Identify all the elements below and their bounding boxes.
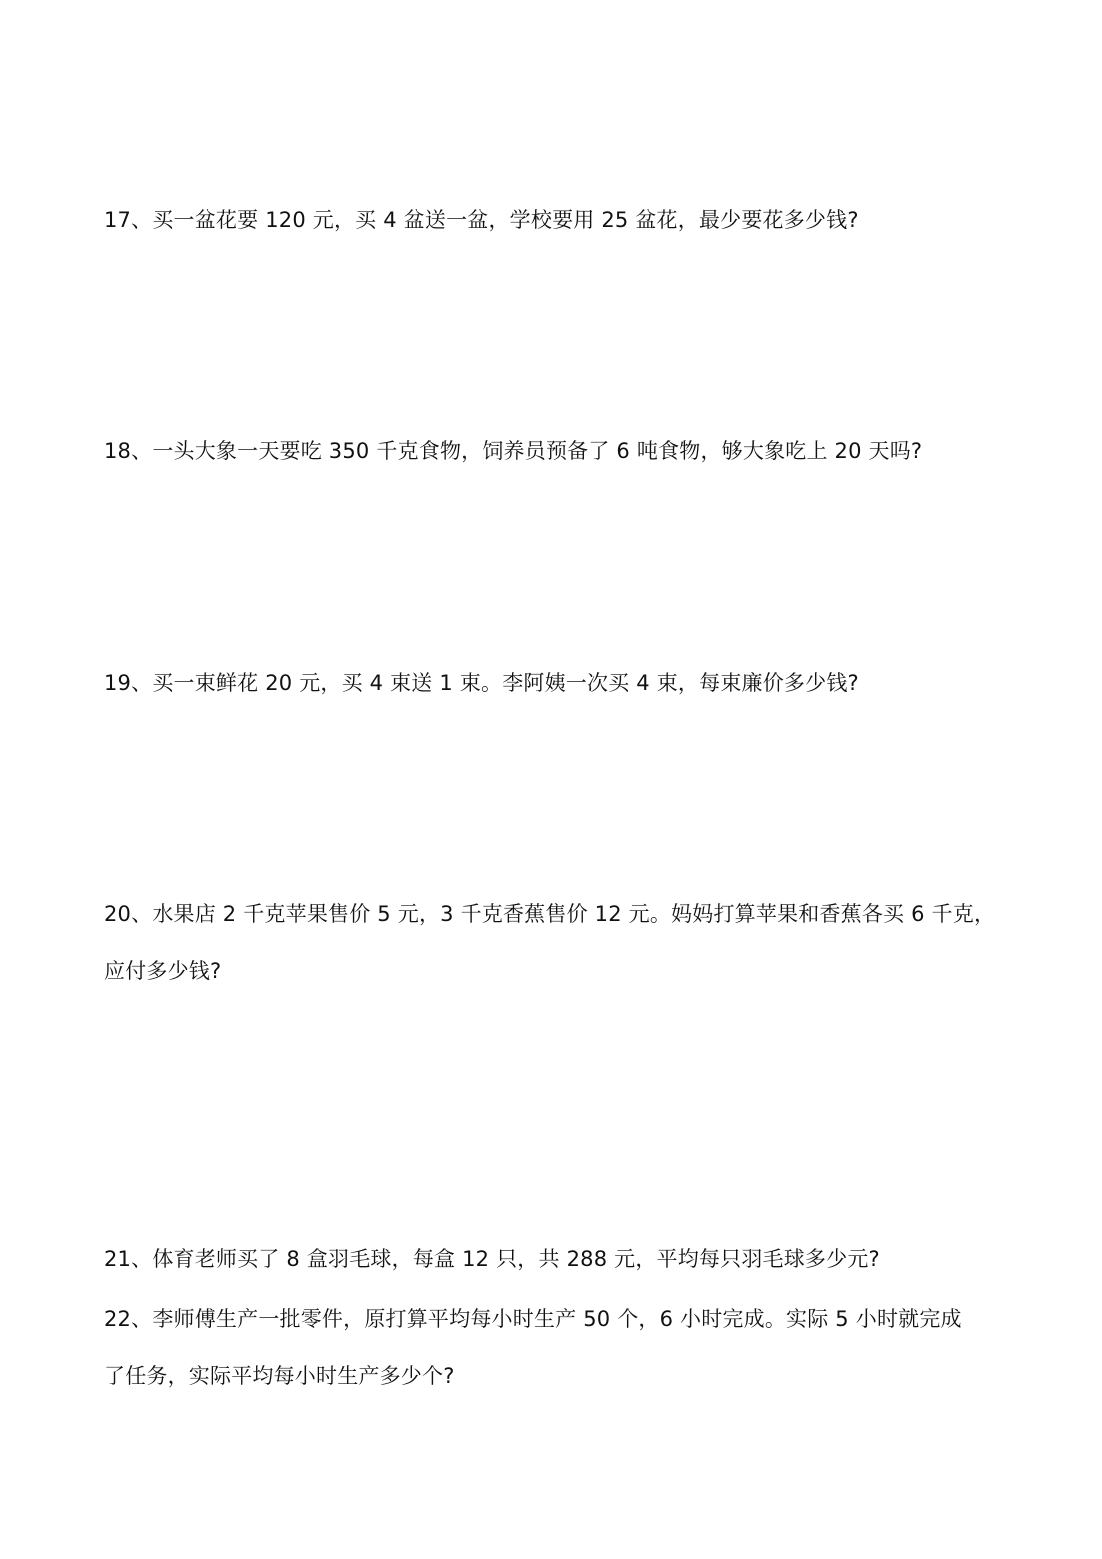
problem-text-line: 了任务，实际平均每小时生产多少个? [104, 1364, 455, 1388]
problem-text-line: 应付多少钱? [104, 959, 222, 983]
problem-20 [104, 886, 1004, 1000]
problem-22 [104, 1291, 1004, 1405]
problem-text-line: 22、李师傅生产一批零件，原打算平均每小时生产 50 个，6 小时完成。实际 5 小时就完成 [104, 1307, 962, 1331]
problem-text-line: 18、一头大象一天要吃 350 千克食物，饲养员预备了 6 吨食物，够大象吃上 20 天吗? [104, 439, 923, 463]
problem-17 [104, 192, 1004, 249]
problem-text-line: 21、体育老师买了 8 盒羽毛球，每盒 12 只，共 288 元，平均每只羽毛球多少元? [104, 1247, 880, 1271]
problem-text-line: 19、买一束鲜花 20 元，买 4 束送 1 束。李阿姨一次买 4 束，每束廉价多少钱? [104, 671, 859, 695]
problem-18 [104, 423, 1004, 480]
problem-text-line: 17、买一盆花要 120 元，买 4 盆送一盆，学校要用 25 盆花，最少要花多少钱? [104, 208, 859, 232]
problem-21 [104, 1231, 1004, 1288]
problem-text-line: 20、水果店 2 千克苹果售价 5 元，3 千克香蕉售价 12 元。妈妈打算苹果和香蕉各买 6 千克， [104, 902, 996, 926]
problem-19 [104, 655, 1004, 712]
